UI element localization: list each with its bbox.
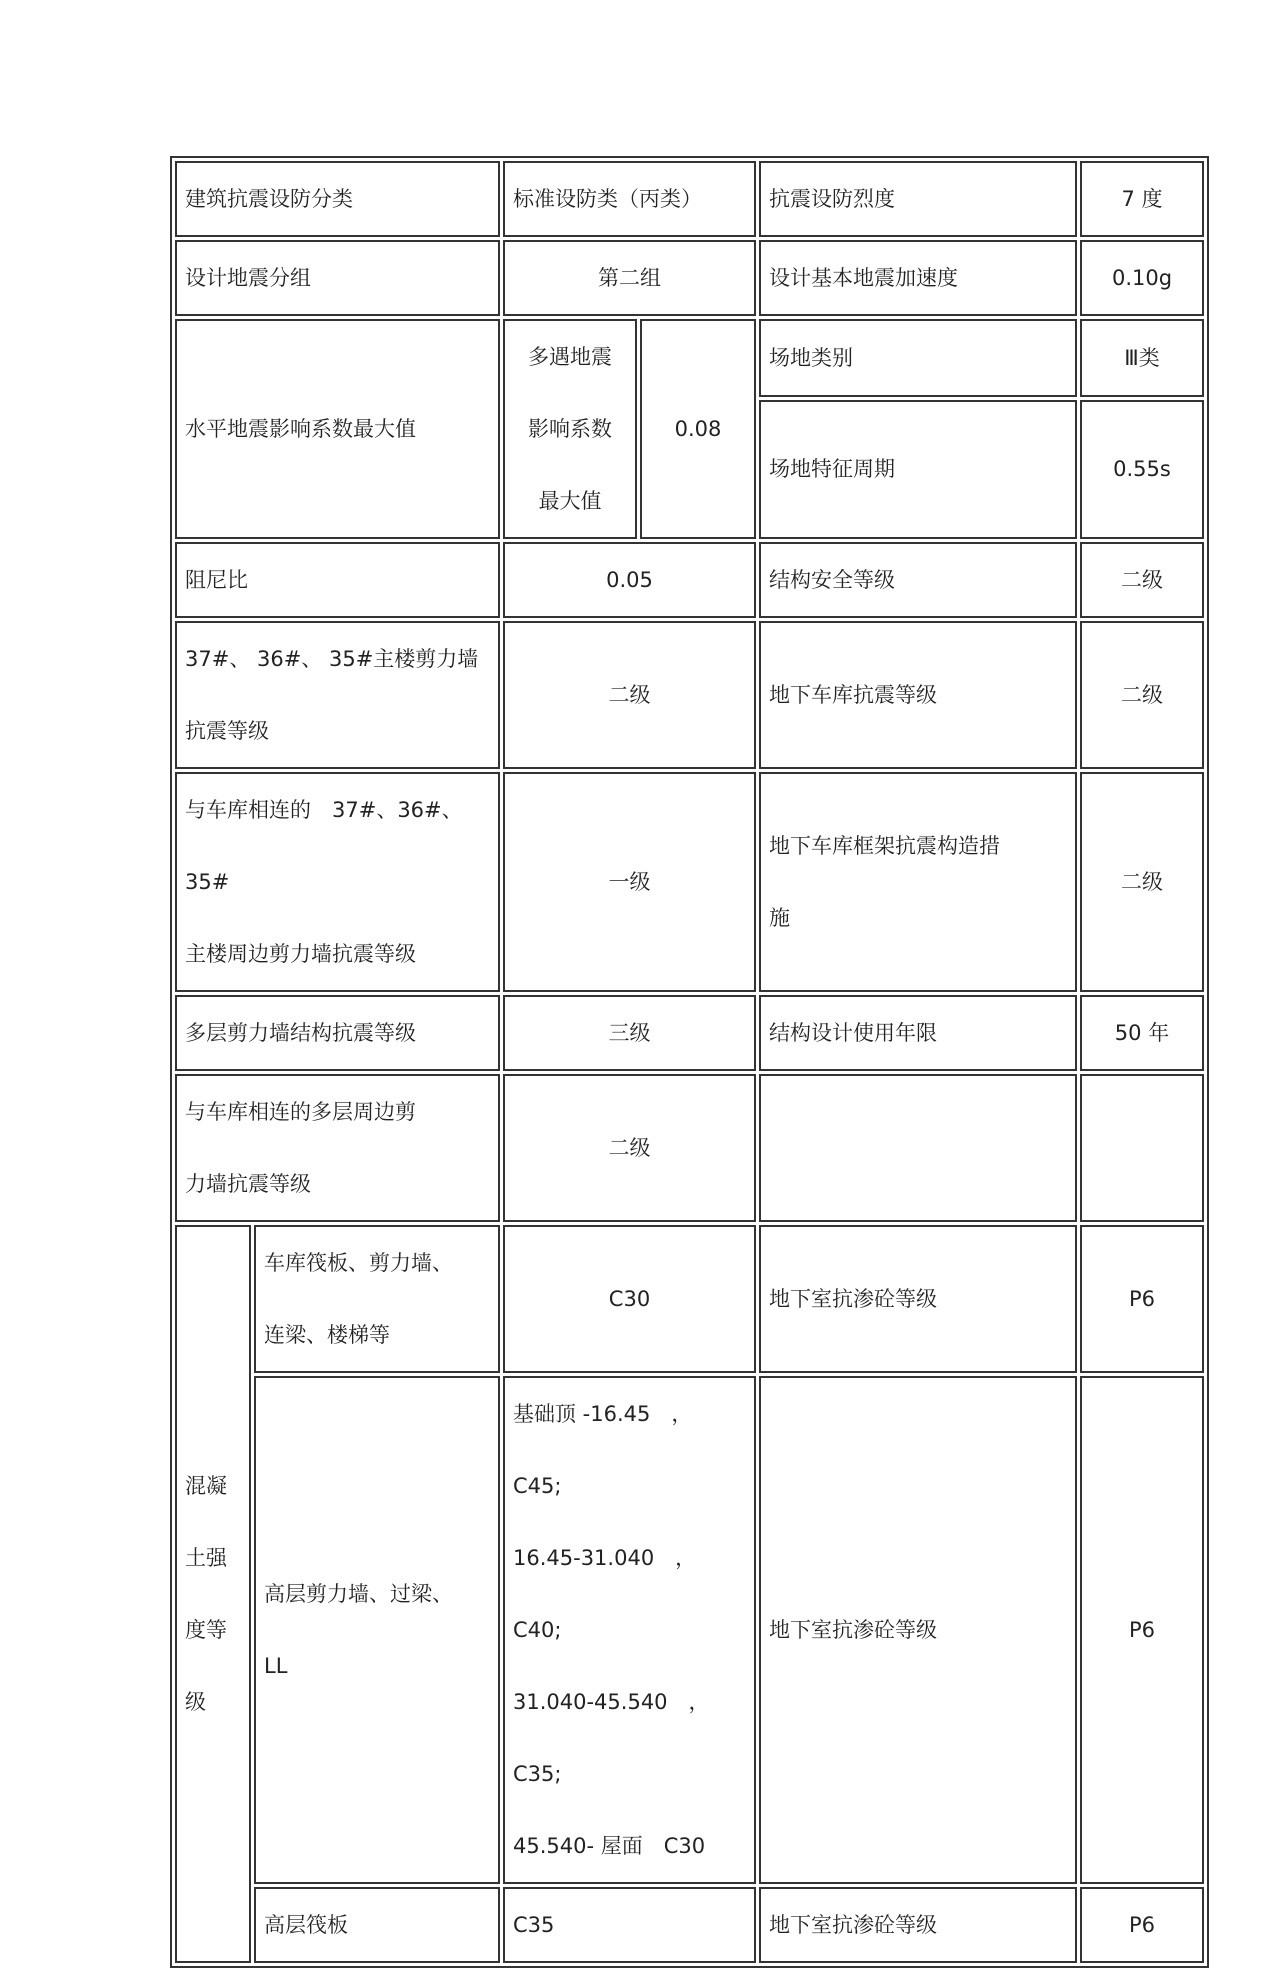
text-line: 抗震等级	[185, 719, 269, 743]
cell-label: 阻尼比	[175, 542, 500, 618]
cell-label: 水平地震影响系数最大值	[175, 319, 500, 539]
text-line: 与车库相连的 37#、36#、35#	[185, 798, 463, 894]
cell-label-multiline	[254, 1376, 500, 1884]
cell-label: 设计地震分组	[175, 240, 500, 316]
text-line: 与车库相连的多层周边剪	[185, 1100, 416, 1124]
cell-value: 一级	[503, 772, 756, 992]
cell-value: C30	[503, 1225, 756, 1373]
table-row	[175, 1225, 1204, 1373]
text-line: 多遇地震	[528, 345, 612, 369]
text-line: 主楼周边剪力墙抗震等级	[185, 942, 416, 966]
cell-label: 地下室抗渗砼等级	[759, 1887, 1077, 1963]
cell-label: 抗震设防烈度	[759, 161, 1077, 237]
cell-label: 场地特征周期	[759, 400, 1077, 539]
table-row	[175, 772, 1204, 992]
cell-value: 0.08	[640, 319, 756, 539]
cell-label: 结构安全等级	[759, 542, 1077, 618]
cell-label-multiline	[254, 1225, 500, 1373]
cell-empty	[759, 1074, 1077, 1222]
cell-empty	[1080, 1074, 1204, 1222]
table-row	[175, 161, 1204, 237]
cell-label: 地下室抗渗砼等级	[759, 1225, 1077, 1373]
table-row	[175, 1074, 1204, 1222]
cell-value: 二级	[503, 621, 756, 769]
cell-value: 0.55s	[1080, 400, 1204, 539]
text-line: 影响系数	[528, 417, 612, 441]
cell-label: 设计基本地震加速度	[759, 240, 1077, 316]
cell-value: 0.05	[503, 542, 756, 618]
cell-label: 建筑抗震设防分类	[175, 161, 500, 237]
table-row	[175, 1887, 1204, 1963]
cell-value: P6	[1080, 1887, 1204, 1963]
text-line: 混凝	[185, 1474, 227, 1498]
text-line: 高层剪力墙、过梁、	[264, 1582, 453, 1606]
text-line: 31.040-45.540 ，C35;	[513, 1690, 710, 1786]
cell-label: 结构设计使用年限	[759, 995, 1077, 1071]
cell-value: 7 度	[1080, 161, 1204, 237]
cell-value: 50 年	[1080, 995, 1204, 1071]
text-line: 45.540- 屋面 C30	[513, 1834, 706, 1858]
concrete-grade-label	[175, 1225, 251, 1963]
text-line: 最大值	[538, 489, 602, 513]
cell-label-multiline	[175, 1074, 500, 1222]
cell-value: 二级	[503, 1074, 756, 1222]
cell-label: 高层筏板	[254, 1887, 500, 1963]
text-line: 车库筏板、剪力墙、	[264, 1251, 453, 1275]
cell-value: P6	[1080, 1225, 1204, 1373]
table-row	[175, 621, 1204, 769]
text-line: 施	[769, 906, 790, 930]
cell-value: 二级	[1080, 621, 1204, 769]
cell-value: P6	[1080, 1376, 1204, 1884]
cell-value: 三级	[503, 995, 756, 1071]
text-line: 16.45-31.040 ， C40;	[513, 1546, 707, 1642]
design-parameters-sheet	[170, 156, 1204, 1968]
cell-label: 地下室抗渗砼等级	[759, 1376, 1077, 1884]
cell-value: 0.10g	[1080, 240, 1204, 316]
text-line: 土强	[185, 1546, 227, 1570]
text-line: 度等	[185, 1618, 227, 1642]
text-line: 力墙抗震等级	[185, 1172, 311, 1196]
cell-label-multiline	[175, 621, 500, 769]
cell-value: 二级	[1080, 542, 1204, 618]
cell-value-multiline	[503, 1376, 756, 1884]
table-row	[175, 542, 1204, 618]
text-line: 连梁、楼梯等	[264, 1323, 390, 1347]
cell-value: C35	[503, 1887, 756, 1963]
text-line: 级	[185, 1690, 206, 1714]
text-line: 地下车库框架抗震构造措	[769, 834, 1000, 858]
cell-label: 场地类别	[759, 319, 1077, 397]
text-line: 基础顶 -16.45 ， C45;	[513, 1402, 703, 1498]
cell-value: 第二组	[503, 240, 756, 316]
cell-value: Ⅲ类	[1080, 319, 1204, 397]
cell-label: 多层剪力墙结构抗震等级	[175, 995, 500, 1071]
cell-value: 标准设防类（丙类）	[503, 161, 756, 237]
table-row	[175, 1376, 1204, 1884]
cell-label-multiline	[175, 772, 500, 992]
cell-value: 二级	[1080, 772, 1204, 992]
cell-label-multiline	[759, 772, 1077, 992]
text-line: LL	[264, 1654, 288, 1678]
table-row	[175, 995, 1204, 1071]
table-row	[175, 319, 1204, 397]
table-row	[175, 240, 1204, 316]
cell-label: 地下车库抗震等级	[759, 621, 1077, 769]
text-line: 37#、 36#、 35#主楼剪力墙	[185, 647, 479, 671]
cell-label-multiline	[503, 319, 637, 539]
design-parameters-table	[170, 156, 1209, 1968]
